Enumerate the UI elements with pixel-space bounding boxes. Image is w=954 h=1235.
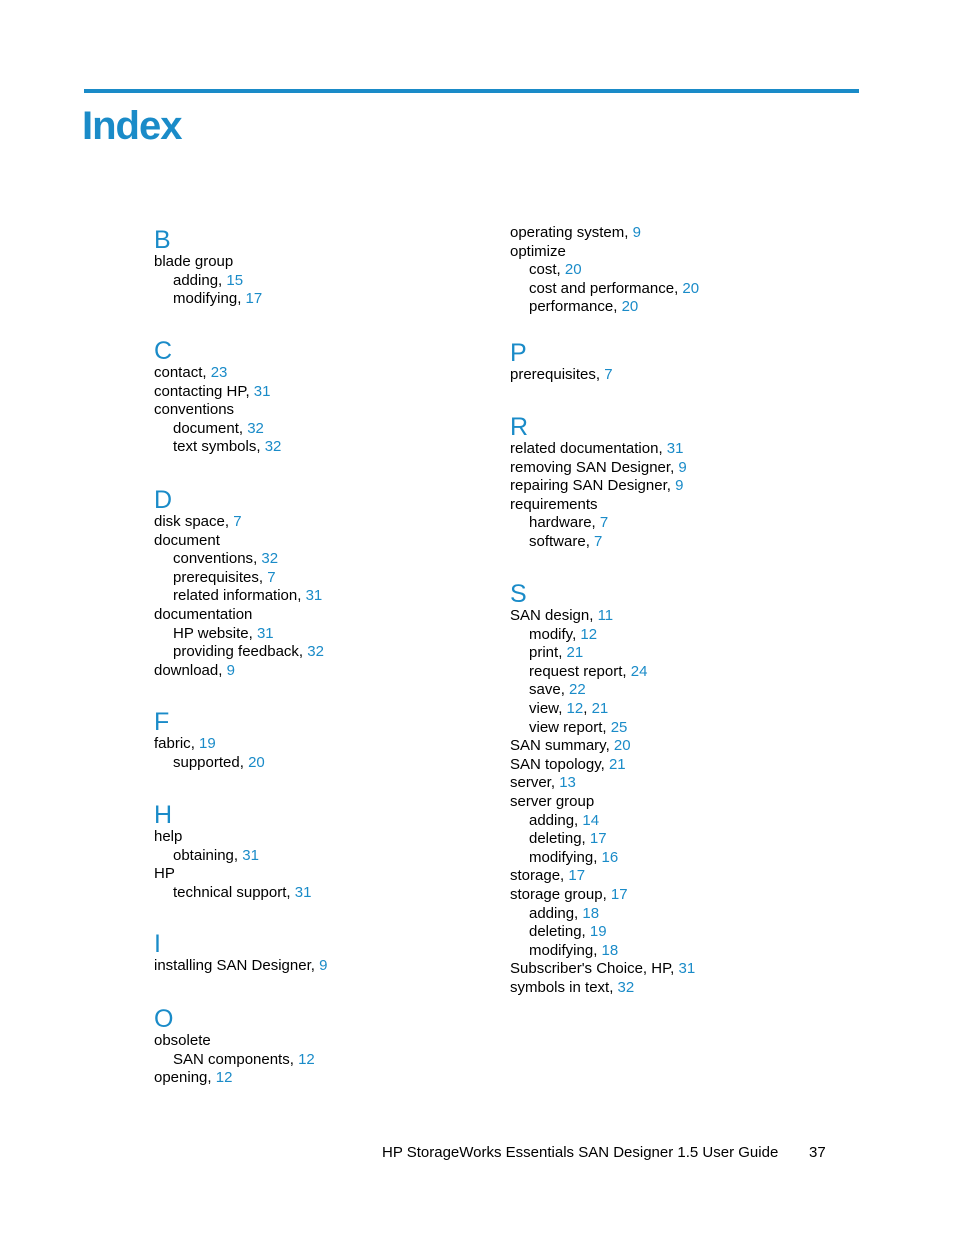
page-link[interactable]: 12 (580, 625, 598, 643)
entry-term: conventions (154, 401, 235, 419)
page-link[interactable]: 20 (621, 298, 639, 316)
index-subentry-related-information: related information, 31 (173, 587, 323, 605)
page-link[interactable]: 31 (294, 883, 312, 901)
index-entry-prerequisites: prerequisites, 7 (510, 366, 613, 383)
entry-term: fabric (154, 735, 191, 752)
index-entry-help (154, 828, 311, 847)
entry-term: HP (154, 865, 175, 883)
entry-term: conventions (173, 550, 254, 568)
index-entry-conventions (154, 401, 281, 420)
entry-term: modifying (529, 941, 594, 959)
page-link[interactable]: 12 (566, 699, 584, 717)
index-entry-optimize (510, 243, 699, 262)
section-letter: B (154, 226, 171, 254)
index-entry-installing-san-designer: installing SAN Designer, 9 (154, 957, 328, 974)
entry-term: request report (529, 662, 623, 680)
entry-term: modifying (173, 290, 238, 308)
index-entry-download: download, 9 (154, 661, 235, 679)
index-entry-related-documentation: related documentation, 31 (510, 440, 684, 457)
page-link[interactable]: 7 (267, 568, 276, 586)
page-link[interactable]: 7 (233, 513, 242, 530)
index-entry-server: server, 13 (510, 774, 576, 792)
page-link[interactable]: 20 (613, 737, 631, 755)
entry-term: hardware (529, 514, 592, 532)
index-subentry-providing-feedback: providing feedback, 32 (173, 643, 324, 661)
section-letter: D (154, 486, 173, 514)
page-link[interactable]: 21 (608, 755, 626, 773)
index-subentry-print: print, 21 (529, 644, 584, 662)
footer-guide-title: HP StorageWorks Essentials SAN Designer 1.5 User Guide (382, 1144, 779, 1161)
index-section-d (154, 486, 324, 680)
page-link[interactable]: 17 (610, 885, 628, 903)
index-entry-san-topology: SAN topology, 21 (510, 755, 626, 773)
entry-term: download (154, 661, 219, 679)
index-entry-documentation (154, 606, 324, 625)
page-link[interactable]: 13 (559, 774, 576, 792)
index-entry-contact: contact, 23 (154, 364, 228, 381)
page-link[interactable]: 9 (678, 458, 687, 476)
index-entry-hp (154, 865, 311, 884)
entry-term: prerequisites (173, 568, 259, 586)
index-entry-storage-group: storage group, 17 (510, 885, 628, 903)
index-subentry-adding: adding, 14 (529, 811, 600, 829)
page-link[interactable]: 32 (307, 643, 324, 661)
index-entry-obsolete (154, 1032, 315, 1051)
page-link[interactable]: 32 (617, 978, 635, 996)
page-link[interactable]: 22 (569, 681, 586, 699)
index-subentry-technical-support: technical support, 31 (173, 883, 312, 901)
entry-term: SAN design (510, 607, 590, 624)
page-link[interactable]: 19 (199, 735, 216, 752)
entry-term: modifying (529, 848, 594, 866)
index-subentry-deleting: deleting, 17 (529, 830, 607, 848)
entry-term: related documentation (510, 440, 659, 457)
entry-term: disk space (154, 513, 225, 530)
index-subentry-modifying: modifying, 16 (529, 848, 619, 866)
entry-term: software (529, 532, 586, 550)
index-entry-san-summary: SAN summary, 20 (510, 737, 631, 755)
entry-term: prerequisites (510, 366, 596, 383)
entry-term: removing SAN Designer (510, 458, 671, 476)
entry-term: optimize (510, 242, 566, 260)
entry-term: blade group (154, 253, 234, 270)
entry-term: save (529, 681, 561, 699)
page-link[interactable]: 7 (594, 532, 603, 550)
entry-term: deleting (529, 830, 582, 848)
index-entry-removing-san-designer: removing SAN Designer, 9 (510, 458, 687, 476)
entry-term: adding (173, 271, 219, 289)
entry-term: related information (173, 587, 298, 605)
entry-term: requirements (510, 495, 598, 513)
section-letter: C (154, 337, 173, 365)
entry-term: help (154, 828, 183, 845)
entry-term: obsolete (154, 1032, 211, 1049)
page-link[interactable]: 14 (582, 811, 600, 829)
page-link[interactable]: 23 (210, 364, 228, 381)
entry-term: HP website (173, 624, 249, 642)
entry-term: modify (529, 625, 573, 643)
page-link[interactable]: 15 (226, 271, 244, 289)
entry-term: contacting HP (154, 382, 246, 400)
index-entry-opening: opening, 12 (154, 1069, 233, 1087)
entry-term: SAN summary (510, 737, 606, 755)
entry-term: document (154, 531, 220, 549)
index-subentry-adding: adding, 15 (173, 271, 244, 289)
page-link[interactable]: 25 (610, 718, 628, 736)
entry-term: adding (529, 904, 575, 922)
index-section-r (510, 413, 687, 552)
index-section-o (154, 1005, 315, 1088)
index-entry-fabric: fabric, 19 (154, 735, 216, 752)
page-link[interactable]: 9 (675, 477, 684, 495)
index-subentry-request-report: request report, 24 (529, 662, 648, 680)
page-link[interactable]: 7 (604, 366, 613, 383)
entry-term: installing SAN Designer (154, 957, 311, 974)
entry-term: server (510, 774, 551, 792)
page-link[interactable]: 20 (564, 261, 582, 279)
page-link[interactable]: 12 (215, 1069, 233, 1087)
index-entry-subscriber-s-choice-hp: Subscriber's Choice, HP, 31 (510, 960, 696, 978)
index-subentry-san-components: SAN components, 12 (173, 1050, 315, 1068)
entry-term: Subscriber's Choice, HP (510, 960, 671, 978)
index-subentry-view-report: view report, 25 (529, 718, 628, 736)
index-entry-server-group (510, 793, 695, 812)
index-entry-contacting-hp: contacting HP, 31 (154, 382, 271, 400)
entry-term: symbols in text (510, 978, 610, 996)
index-entry-san-design: SAN design, 11 (510, 607, 614, 624)
entry-term: operating system (510, 224, 625, 241)
index-section-continued (510, 224, 699, 317)
index-subentry-prerequisites: prerequisites, 7 (173, 568, 276, 586)
index-section-h (154, 801, 311, 902)
index-section-s (510, 580, 695, 997)
entry-term: server group (510, 792, 595, 810)
page-number: 37 (809, 1144, 826, 1161)
entry-term: obtaining (173, 846, 234, 864)
page-link[interactable]: 24 (630, 662, 648, 680)
page-link[interactable]: 17 (589, 830, 607, 848)
index-entry-repairing-san-designer: repairing SAN Designer, 9 (510, 477, 684, 495)
section-letter: P (510, 339, 527, 367)
index-subentry-hardware: hardware, 7 (529, 514, 609, 532)
page-link[interactable]: 11 (597, 607, 614, 624)
index-entry-disk-space: disk space, 7 (154, 513, 242, 530)
index-subentry-text-symbols: text symbols, 32 (173, 438, 282, 456)
section-letter: S (510, 580, 527, 608)
index-subentry-hp-website: HP website, 31 (173, 624, 274, 642)
index-subentry-performance: performance, 20 (529, 298, 639, 316)
page-link[interactable]: 19 (589, 923, 607, 941)
page-link[interactable]: 31 (305, 587, 323, 605)
index-entry-storage: storage, 17 (510, 867, 586, 885)
index-subentry-conventions: conventions, 32 (173, 550, 279, 568)
page-link[interactable]: 9 (319, 957, 328, 974)
entry-term: view report (529, 718, 603, 736)
section-letter: R (510, 413, 529, 441)
index-subentry-save: save, 22 (529, 681, 586, 699)
index-subentry-software: software, 7 (529, 532, 603, 550)
page-link[interactable]: 17 (245, 290, 263, 308)
index-subentry-view: view, 12, 21 (529, 699, 609, 717)
index-entry-operating-system: operating system, 9 (510, 224, 641, 241)
index-entry-blade-group (154, 253, 262, 272)
entry-term: document (173, 419, 239, 437)
index-subentry-obtaining: obtaining, 31 (173, 846, 259, 864)
entry-term: print (529, 644, 559, 662)
index-section-b (154, 226, 262, 309)
entry-term: storage group (510, 885, 603, 903)
index-section-c (154, 337, 281, 457)
page-link[interactable]: 20 (248, 753, 265, 771)
index-subentry-document: document, 32 (173, 419, 264, 437)
entry-term: cost and performance (529, 279, 675, 297)
index-subentry-modifying: modifying, 17 (173, 290, 263, 308)
entry-term: text symbols (173, 438, 257, 456)
entry-term: storage (510, 867, 561, 885)
index-entry-requirements (510, 496, 687, 515)
page-link[interactable]: 20 (682, 279, 700, 297)
page-link[interactable]: 9 (226, 661, 235, 679)
entry-term: performance (529, 298, 614, 316)
entry-term: view (529, 699, 559, 717)
page-title: Index (82, 104, 182, 148)
index-subentry-supported: supported, 20 (173, 753, 265, 771)
index-section-i (154, 930, 327, 976)
page-link[interactable]: 31 (666, 440, 684, 457)
page-link[interactable]: 9 (632, 224, 641, 241)
page-link[interactable]: 21 (591, 699, 609, 717)
entry-term: SAN topology (510, 755, 601, 773)
page-link[interactable]: 16 (601, 848, 619, 866)
entry-term: supported (173, 753, 240, 771)
entry-term: providing feedback (173, 643, 299, 661)
section-letter: H (154, 801, 173, 829)
entry-term: adding (529, 811, 575, 829)
entry-term: opening (154, 1069, 208, 1087)
page-link[interactable]: 32 (261, 550, 279, 568)
page-link[interactable]: 31 (678, 960, 696, 978)
page-link[interactable]: 18 (582, 904, 600, 922)
index-section-f (154, 708, 265, 772)
section-letter: I (154, 930, 161, 958)
page-link[interactable]: 31 (242, 846, 259, 864)
header-rule (84, 89, 859, 93)
entry-term: SAN components (173, 1050, 290, 1068)
page-link[interactable]: 32 (264, 438, 282, 456)
section-letter: F (154, 708, 170, 736)
index-subentry-modify: modify, 12 (529, 625, 598, 643)
index-subentry-adding: adding, 18 (529, 904, 600, 922)
entry-term: cost (529, 261, 557, 279)
entry-term: documentation (154, 605, 253, 623)
entry-term: repairing SAN Designer (510, 477, 667, 495)
page-link[interactable]: 32 (247, 419, 264, 437)
page-link[interactable]: 18 (601, 941, 619, 959)
entry-term: deleting (529, 923, 582, 941)
index-entry-document (154, 532, 324, 551)
page-link[interactable]: 12 (298, 1050, 315, 1068)
entry-term: technical support (173, 883, 287, 901)
index-section-p (510, 339, 613, 385)
index-entry-symbols-in-text: symbols in text, 32 (510, 978, 635, 996)
index-subentry-cost-and-performance: cost and performance, 20 (529, 279, 700, 297)
page-link[interactable]: 31 (253, 382, 271, 400)
page-link[interactable]: 17 (568, 867, 586, 885)
index-subentry-deleting: deleting, 19 (529, 923, 607, 941)
index-subentry-modifying: modifying, 18 (529, 941, 619, 959)
index-subentry-cost: cost, 20 (529, 261, 582, 279)
entry-term: contact (154, 364, 203, 381)
page-link[interactable]: 21 (566, 644, 584, 662)
page-link[interactable]: 31 (256, 624, 274, 642)
section-letter: O (154, 1005, 174, 1033)
page-link[interactable]: 7 (599, 514, 609, 532)
